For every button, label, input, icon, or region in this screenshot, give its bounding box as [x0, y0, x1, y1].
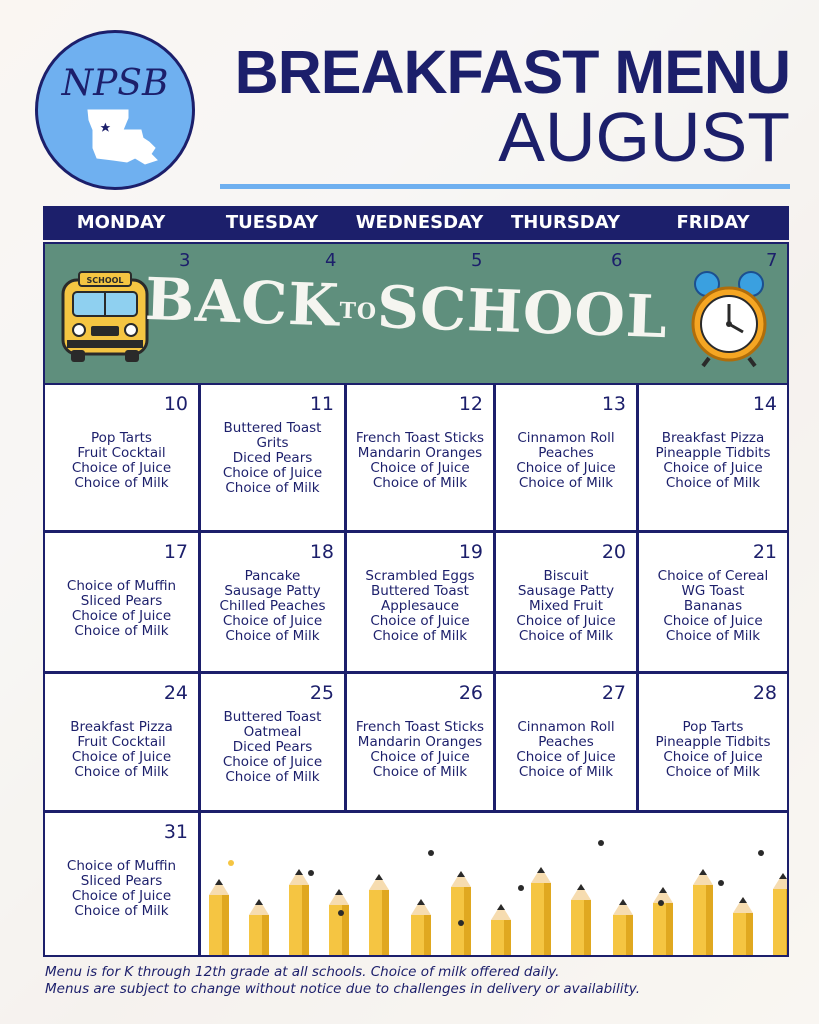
- day-number: 17: [163, 541, 188, 563]
- day-number: 27: [601, 682, 626, 704]
- menu-item: Choice of Juice: [222, 613, 323, 629]
- menu-item: Choice of Milk: [74, 623, 169, 639]
- day-cell: [199, 383, 346, 532]
- state-outline-icon: [83, 108, 163, 168]
- day-cell: [345, 383, 495, 532]
- menu-item: Choice of Juice: [71, 749, 172, 765]
- menu-item: Breakfast Pizza: [70, 719, 173, 735]
- confetti-dot: [458, 920, 464, 926]
- menu-item: Choice of Milk: [372, 475, 468, 491]
- back-word: BACK: [143, 264, 341, 340]
- menu-items: [201, 569, 344, 644]
- day-cell: [345, 672, 495, 812]
- day-number: 12: [458, 393, 483, 415]
- menu-item: Mixed Fruit: [528, 598, 604, 614]
- day-cell: [494, 672, 638, 812]
- menu-item: Diced Pears: [232, 739, 313, 755]
- menu-item: Choice of Juice: [71, 888, 172, 904]
- menu-item: Breakfast Pizza: [661, 430, 765, 446]
- menu-item: Choice of Milk: [225, 769, 320, 785]
- menu-item: Choice of Milk: [372, 628, 468, 644]
- day-cell: [637, 383, 789, 532]
- menu-item: French Toast Sticks: [355, 430, 485, 446]
- weekday-thursday: THURSDAY: [494, 206, 637, 240]
- pencil-icon: [693, 869, 713, 957]
- day-cell: [199, 672, 346, 812]
- pencil-icon: [289, 869, 309, 957]
- menu-item: Sausage Patty: [517, 583, 615, 599]
- school-bus-icon: [57, 270, 153, 366]
- confetti-dot: [228, 860, 234, 866]
- pencil-icon: [369, 874, 389, 957]
- confetti-dot: [338, 910, 344, 916]
- footer-note: Menu is for K through 12th grade at all schools. Choice of milk offered daily.: [45, 964, 560, 980]
- menu-items: [347, 720, 493, 780]
- menu-item: Oatmeal: [243, 724, 302, 740]
- day-number: 31: [163, 821, 188, 843]
- menu-item: Cinnamon Roll: [517, 719, 615, 735]
- menu-item: Mandarin Oranges: [357, 734, 483, 750]
- menu-item: Scrambled Eggs: [365, 568, 475, 584]
- menu-item: Choice of Cereal: [657, 568, 769, 584]
- pencil-icon: [209, 879, 229, 957]
- menu-item: Choice of Milk: [665, 475, 761, 491]
- menu-item: Choice of Milk: [74, 475, 169, 491]
- banner-date: 5: [471, 250, 483, 271]
- menu-item: Choice of Muffin: [66, 578, 177, 594]
- month-title: AUGUST: [498, 98, 790, 176]
- menu-item: Pancake: [244, 568, 301, 584]
- menu-item: Choice of Milk: [665, 764, 761, 780]
- menu-item: Choice of Milk: [372, 764, 468, 780]
- day-number: 26: [458, 682, 483, 704]
- menu-item: Sausage Patty: [224, 583, 321, 599]
- menu-items: [45, 431, 198, 491]
- alarm-clock-icon: [685, 268, 775, 368]
- day-cell: [637, 531, 789, 673]
- menu-item: Chilled Peaches: [219, 598, 326, 614]
- menu-item: Pineapple Tidbits: [655, 445, 771, 461]
- menu-item: Choice of Muffin: [66, 858, 177, 874]
- logo-text: NPSB: [61, 63, 169, 104]
- menu-item: Choice of Milk: [518, 628, 614, 644]
- title-underline: [220, 184, 790, 189]
- weekday-wednesday: WEDNESDAY: [345, 206, 494, 240]
- menu-item: WG Toast: [681, 583, 745, 599]
- menu-items: [496, 431, 636, 491]
- menu-items: [347, 431, 493, 491]
- menu-item: Fruit Cocktail: [77, 445, 166, 461]
- pencil-icon: [733, 897, 753, 957]
- day-number: 28: [752, 682, 777, 704]
- menu-items: [45, 859, 198, 919]
- pencil-icon: [451, 871, 471, 957]
- confetti-dot: [428, 850, 434, 856]
- menu-items: [639, 569, 787, 644]
- menu-item: Applesauce: [380, 598, 460, 614]
- menu-item: Choice of Juice: [71, 460, 172, 476]
- menu-items: [347, 569, 493, 644]
- menu-item: Choice of Juice: [222, 465, 323, 481]
- menu-items: [45, 579, 198, 639]
- back-to-school-banner: [43, 242, 789, 385]
- pencil-icon: [329, 889, 349, 957]
- menu-item: Choice of Milk: [225, 480, 320, 496]
- menu-item: Sliced Pears: [80, 873, 163, 889]
- day-number: 25: [309, 682, 334, 704]
- menu-item: Choice of Juice: [663, 749, 763, 765]
- to-word: TO: [339, 297, 378, 326]
- menu-item: Grits: [256, 435, 289, 451]
- menu-item: Choice of Milk: [518, 475, 614, 491]
- menu-items: [201, 710, 344, 785]
- menu-item: Mandarin Oranges: [357, 445, 483, 461]
- day-number: 20: [601, 541, 626, 563]
- day-number: 14: [752, 393, 777, 415]
- menu-item: Buttered Toast: [371, 583, 469, 599]
- banner-date: 6: [611, 250, 623, 271]
- page-title: BREAKFAST MENU: [234, 38, 790, 106]
- bus-label: SCHOOL: [86, 276, 124, 285]
- pencil-icon: [411, 899, 431, 957]
- pencil-icon: [653, 887, 673, 957]
- menu-item: Choice of Juice: [222, 754, 323, 770]
- confetti-dot: [518, 885, 524, 891]
- day-number: 24: [163, 682, 188, 704]
- back-to-school-text: [143, 264, 669, 352]
- menu-item: French Toast Sticks: [355, 719, 485, 735]
- menu-item: Choice of Juice: [71, 608, 172, 624]
- footer-note: Menus are subject to change without notice due to challenges in delivery or availability.: [45, 981, 641, 997]
- day-cell: [345, 531, 495, 673]
- menu-item: Choice of Juice: [370, 613, 470, 629]
- menu-items: [639, 431, 787, 491]
- menu-item: Cinnamon Roll: [517, 430, 615, 446]
- menu-item: Choice of Juice: [370, 749, 470, 765]
- confetti-dot: [598, 840, 604, 846]
- pencil-icon: [249, 899, 269, 957]
- menu-item: Choice of Milk: [74, 903, 169, 919]
- day-cell: [199, 531, 346, 673]
- menu-item: Bananas: [683, 598, 743, 614]
- menu-item: Diced Pears: [232, 450, 313, 466]
- menu-items: [45, 720, 198, 780]
- day-number: 19: [458, 541, 483, 563]
- day-number: 11: [309, 393, 334, 415]
- menu-item: Buttered Toast: [223, 709, 322, 725]
- day-cell: [494, 383, 638, 532]
- menu-item: Choice of Milk: [518, 764, 614, 780]
- npsb-logo: [35, 30, 195, 190]
- day-cell: [43, 531, 200, 673]
- footer-notes: [45, 964, 640, 998]
- pencil-icon: [773, 873, 789, 957]
- pencils-decoration: [199, 811, 789, 957]
- pencil-icon: [491, 904, 511, 957]
- weekday-monday: MONDAY: [43, 206, 199, 240]
- menu-item: Choice of Milk: [225, 628, 320, 644]
- menu-items: [639, 720, 787, 780]
- menu-item: Choice of Juice: [663, 613, 763, 629]
- menu-item: Choice of Juice: [370, 460, 470, 476]
- menu-item: Biscuit: [543, 568, 589, 584]
- day-cell: [43, 383, 200, 532]
- menu-item: Peaches: [538, 734, 594, 750]
- day-number: 21: [752, 541, 777, 563]
- confetti-dot: [658, 900, 664, 906]
- menu-item: Choice of Milk: [74, 764, 169, 780]
- day-number: 13: [601, 393, 626, 415]
- confetti-dot: [758, 850, 764, 856]
- confetti-dot: [308, 870, 314, 876]
- menu-items: [496, 569, 636, 644]
- banner-date: 7: [766, 250, 778, 271]
- menu-item: Peaches: [538, 445, 594, 461]
- day-number: 18: [309, 541, 334, 563]
- pencils-art: [201, 813, 789, 957]
- day-cell: [43, 672, 200, 812]
- pencil-icon: [531, 867, 551, 957]
- menu-item: Choice of Juice: [516, 460, 616, 476]
- menu-items: [496, 720, 636, 780]
- pencil-icon: [571, 884, 591, 957]
- menu-item: Pineapple Tidbits: [655, 734, 771, 750]
- menu-items: [201, 421, 344, 496]
- banner-date: 3: [179, 250, 191, 271]
- day-cell: [637, 672, 789, 812]
- pencil-icon: [613, 899, 633, 957]
- day-cell: [494, 531, 638, 673]
- banner-date: 4: [325, 250, 337, 271]
- menu-item: Pop Tarts: [682, 719, 744, 735]
- menu-item: Choice of Juice: [516, 749, 616, 765]
- menu-item: Choice of Juice: [516, 613, 616, 629]
- menu-item: Pop Tarts: [91, 430, 152, 446]
- menu-item: Sliced Pears: [80, 593, 163, 609]
- weekday-friday: FRIDAY: [637, 206, 789, 240]
- school-word: SCHOOL: [375, 273, 669, 352]
- day-cell: [43, 811, 200, 957]
- menu-item: Buttered Toast: [223, 420, 322, 436]
- menu-item: Choice of Juice: [663, 460, 763, 476]
- weekday-tuesday: TUESDAY: [199, 206, 345, 240]
- menu-item: Fruit Cocktail: [77, 734, 166, 750]
- menu-item: Choice of Milk: [665, 628, 761, 644]
- day-number: 10: [163, 393, 188, 415]
- confetti-dot: [718, 880, 724, 886]
